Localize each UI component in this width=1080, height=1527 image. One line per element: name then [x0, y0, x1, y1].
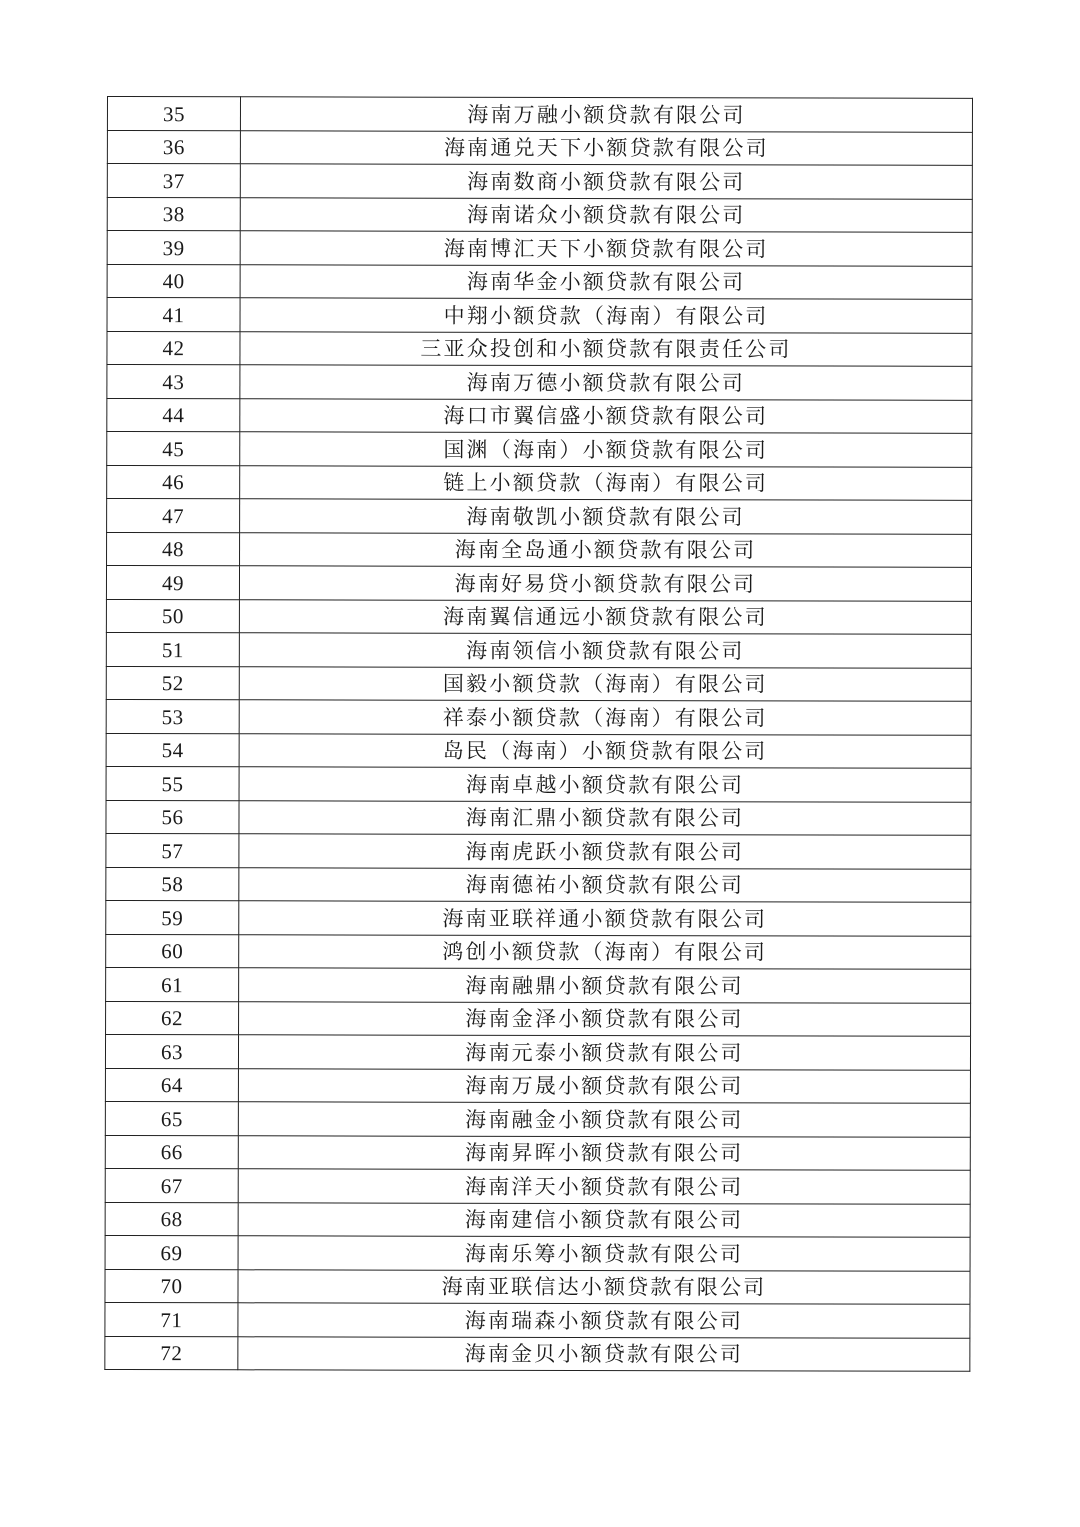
row-number-cell: 55: [106, 766, 239, 800]
company-name-cell: 三亚众投创和小额贷款有限责任公司: [240, 331, 972, 366]
company-name-cell: 海南瑞森小额贷款有限公司: [238, 1303, 970, 1338]
company-list-table: [104, 96, 973, 1372]
table-row: [105, 1336, 970, 1371]
row-number-cell: 71: [105, 1302, 238, 1336]
table-row: [107, 197, 972, 232]
table-row: [106, 733, 971, 768]
table-row: [107, 164, 972, 199]
company-name-cell: 链上小额贷款（海南）有限公司: [240, 465, 972, 500]
company-name-cell: 海南汇鼎小额贷款有限公司: [239, 800, 971, 835]
table-row: [107, 231, 972, 266]
row-number-cell: 61: [106, 967, 239, 1001]
row-number-cell: 47: [107, 499, 240, 533]
table-row: [106, 867, 971, 902]
table-row: [105, 1235, 970, 1270]
company-name-cell: 海南金泽小额贷款有限公司: [239, 1001, 971, 1036]
row-number-cell: 54: [106, 733, 239, 767]
row-number-cell: 67: [105, 1168, 238, 1202]
table-row: [105, 1135, 970, 1170]
row-number-cell: 46: [107, 465, 240, 499]
table-row: [105, 1302, 970, 1337]
company-name-cell: 海南亚联祥通小额贷款有限公司: [239, 901, 971, 936]
row-number-cell: 72: [105, 1336, 238, 1370]
table-row: [105, 1269, 970, 1304]
table-row: [107, 130, 972, 165]
table-row: [107, 331, 972, 366]
table-row: [107, 432, 972, 467]
table-row: [107, 298, 972, 333]
table-row: [107, 499, 972, 534]
table-row: [105, 1034, 970, 1069]
row-number-cell: 35: [107, 97, 240, 131]
company-name-cell: 海南翼信通远小额贷款有限公司: [239, 599, 971, 634]
table-row: [107, 365, 972, 400]
table-row: [106, 967, 971, 1002]
row-number-cell: 42: [107, 331, 240, 365]
company-name-cell: 海南数商小额贷款有限公司: [240, 164, 972, 199]
table-row: [107, 264, 972, 299]
table-row: [106, 1001, 971, 1036]
table-row: [106, 766, 971, 801]
company-name-cell: 海南博汇天下小额贷款有限公司: [240, 231, 972, 266]
company-name-cell: 海南亚联信达小额贷款有限公司: [238, 1269, 970, 1304]
row-number-cell: 70: [105, 1269, 238, 1303]
row-number-cell: 50: [106, 599, 239, 633]
company-name-cell: 海南万晟小额贷款有限公司: [238, 1068, 970, 1103]
company-name-cell: 中翔小额贷款（海南）有限公司: [240, 298, 972, 333]
row-number-cell: 66: [105, 1135, 238, 1169]
company-name-cell: 海南好易贷小额贷款有限公司: [239, 566, 971, 601]
company-name-cell: 海口市翼信盛小额贷款有限公司: [240, 398, 972, 433]
company-name-cell: 海南领信小额贷款有限公司: [239, 633, 971, 668]
company-name-cell: 祥泰小额贷款（海南）有限公司: [239, 700, 971, 735]
row-number-cell: 58: [106, 867, 239, 901]
row-number-cell: 56: [106, 800, 239, 834]
table-row: [106, 833, 971, 868]
table-row: [107, 398, 972, 433]
company-name-cell: 海南华金小额贷款有限公司: [240, 264, 972, 299]
row-number-cell: 69: [105, 1235, 238, 1269]
row-number-cell: 63: [105, 1034, 238, 1068]
company-name-cell: 鸿创小额贷款（海南）有限公司: [239, 934, 971, 969]
table-row: [107, 532, 972, 567]
company-table-body: [105, 97, 973, 1372]
company-name-cell: 海南洋天小额贷款有限公司: [238, 1169, 970, 1204]
table-row: [105, 1168, 970, 1203]
company-name-cell: 海南诺众小额贷款有限公司: [240, 197, 972, 232]
company-name-cell: 海南敬凯小额贷款有限公司: [240, 499, 972, 534]
table-row: [106, 800, 971, 835]
row-number-cell: 38: [107, 197, 240, 231]
company-name-cell: 海南卓越小额贷款有限公司: [239, 767, 971, 802]
table-row: [106, 632, 971, 667]
table-row: [106, 566, 971, 601]
row-number-cell: 64: [105, 1068, 238, 1102]
row-number-cell: 43: [107, 365, 240, 399]
row-number-cell: 68: [105, 1202, 238, 1236]
table-row: [105, 1101, 970, 1136]
table-row: [105, 1068, 970, 1103]
row-number-cell: 53: [106, 699, 239, 733]
company-name-cell: 海南德祐小额贷款有限公司: [239, 867, 971, 902]
row-number-cell: 62: [106, 1001, 239, 1035]
row-number-cell: 57: [106, 833, 239, 867]
table-row: [106, 599, 971, 634]
row-number-cell: 51: [106, 632, 239, 666]
company-name-cell: 海南全岛通小额贷款有限公司: [240, 532, 972, 567]
table-row: [106, 666, 971, 701]
row-number-cell: 40: [107, 264, 240, 298]
company-name-cell: 海南金贝小额贷款有限公司: [238, 1336, 970, 1371]
row-number-cell: 37: [107, 164, 240, 198]
row-number-cell: 41: [107, 298, 240, 332]
company-name-cell: 海南虎跃小额贷款有限公司: [239, 834, 971, 869]
company-name-cell: 海南建信小额贷款有限公司: [238, 1202, 970, 1237]
company-name-cell: 海南通兑天下小额贷款有限公司: [240, 130, 972, 165]
company-table-container: [104, 96, 973, 1372]
company-name-cell: 海南万德小额贷款有限公司: [240, 365, 972, 400]
table-row: [107, 97, 972, 132]
row-number-cell: 59: [106, 900, 239, 934]
row-number-cell: 36: [107, 130, 240, 164]
table-row: [106, 934, 971, 969]
company-name-cell: 国毅小额贷款（海南）有限公司: [239, 666, 971, 701]
company-name-cell: 海南融金小额贷款有限公司: [238, 1102, 970, 1137]
row-number-cell: 45: [107, 432, 240, 466]
row-number-cell: 39: [107, 231, 240, 265]
row-number-cell: 65: [105, 1101, 238, 1135]
company-name-cell: 海南乐筹小额贷款有限公司: [238, 1236, 970, 1271]
table-row: [107, 465, 972, 500]
table-row: [106, 699, 971, 734]
company-name-cell: 岛民（海南）小额贷款有限公司: [239, 733, 971, 768]
row-number-cell: 60: [106, 934, 239, 968]
company-name-cell: 海南万融小额贷款有限公司: [240, 97, 972, 132]
row-number-cell: 49: [106, 566, 239, 600]
company-name-cell: 海南元泰小额贷款有限公司: [238, 1035, 970, 1070]
table-row: [105, 1202, 970, 1237]
row-number-cell: 48: [107, 532, 240, 566]
company-name-cell: 海南昇晖小额贷款有限公司: [238, 1135, 970, 1170]
table-row: [106, 900, 971, 935]
row-number-cell: 52: [106, 666, 239, 700]
company-name-cell: 海南融鼎小额贷款有限公司: [239, 968, 971, 1003]
company-name-cell: 国渊（海南）小额贷款有限公司: [240, 432, 972, 467]
row-number-cell: 44: [107, 398, 240, 432]
